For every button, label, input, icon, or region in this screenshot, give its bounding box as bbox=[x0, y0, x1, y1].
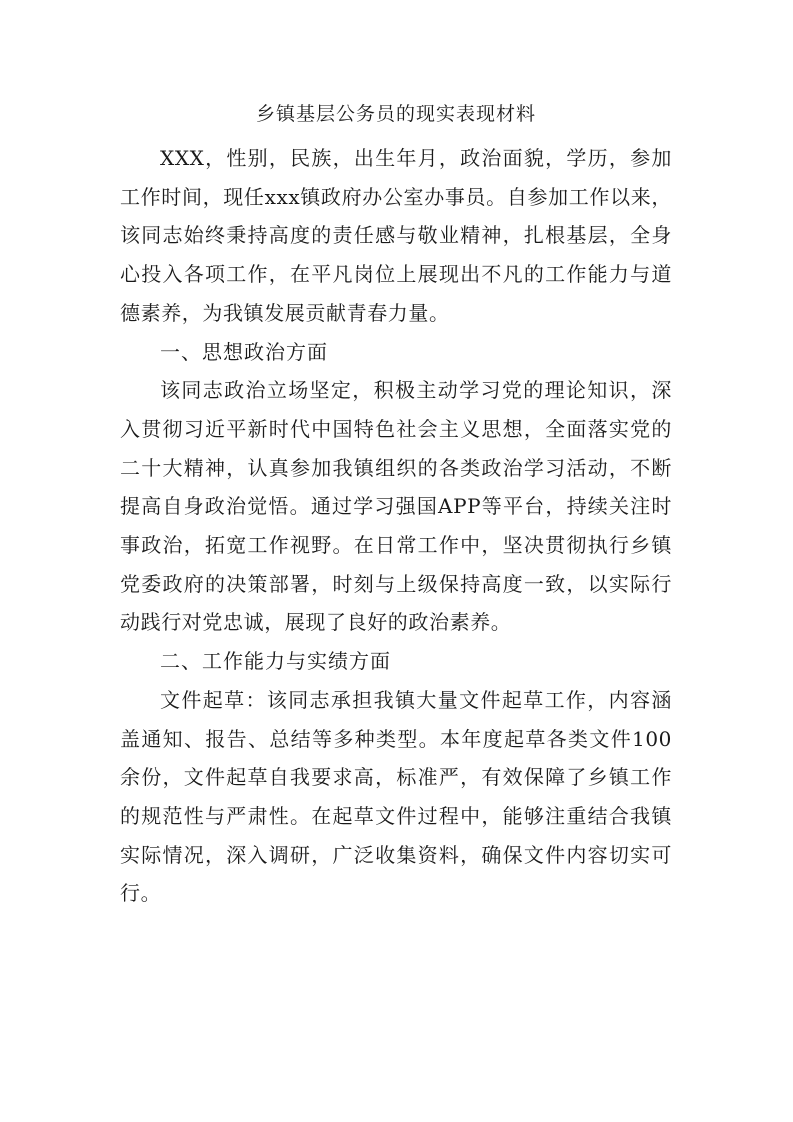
section-heading-political: 一、思想政治方面 bbox=[160, 339, 328, 364]
section-heading-work: 二、工作能力与实绩方面 bbox=[160, 649, 391, 674]
section-body-political: 该同志政治立场坚定，积极主动学习党的理论知识，深入贯彻习近平新时代中国特色社会主义思想，全面落实党的二十大精神，认真参加我镇组织的各类政治学习活动，不断提高自身政治觉悟。通过学习强国APP等平台，持续关注时事政治，拓宽工作视野。在日常工作中，坚决贯彻执行乡镇党委政府的决策部署，时刻与上级保持高度一致，以实际行动践行对党忠诚，展现了良好的政治素养。 bbox=[120, 378, 672, 635]
document-body bbox=[120, 99, 672, 913]
document-title: 乡镇基层公务员的现实表现材料 bbox=[255, 103, 536, 125]
section-body-work: 文件起草：该同志承担我镇大量文件起草工作，内容涵盖通知、报告、总结等多种类型。本年度起草各类文件100余份，文件起草自我要求高，标准严，有效保障了乡镇工作的规范性与严肃性。在起草文件过程中，能够注重结合我镇实际情况，深入调研，广泛收集资料，确保文件内容切实可行。 bbox=[120, 687, 672, 906]
intro-paragraph: XXX，性别，民族，出生年月，政治面貌，学历，参加工作时间，现任xxx镇政府办公室办事员。自参加工作以来，该同志始终秉持高度的责任感与敬业精神，扎根基层，全身心投入各项工作，在平凡岗位上展现出不凡的工作能力与道德素养，为我镇发展贡献青春力量。 bbox=[120, 146, 672, 325]
